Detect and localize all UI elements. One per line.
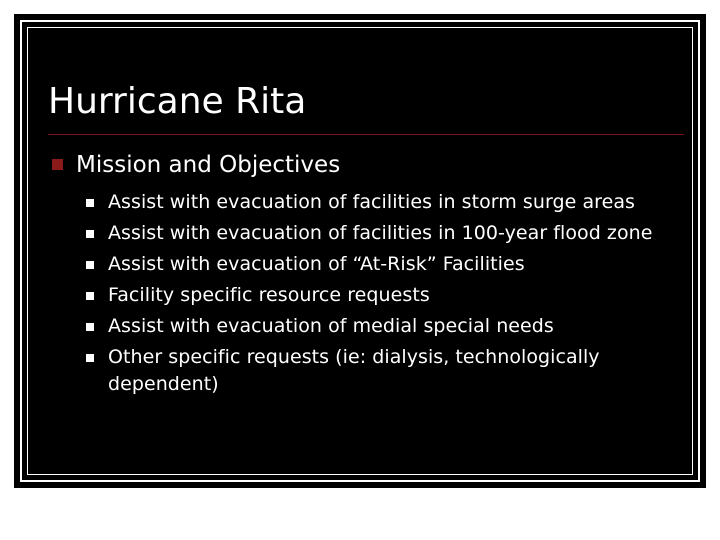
list-item-text: Assist with evacuation of facilities in 100-year flood zone [108, 222, 653, 244]
list-item-text: Assist with evacuation of “At-Risk” Facilities [108, 253, 525, 275]
list-item-text: Assist with evacuation of medial special needs [108, 315, 554, 337]
list-item [86, 220, 686, 247]
main-bullet-label: Mission and Objectives [76, 152, 341, 178]
list-item [86, 344, 686, 398]
square-bullet-icon [86, 230, 94, 238]
list-item-text: Facility specific resource requests [108, 284, 430, 306]
list-item-text: Other specific requests (ie: dialysis, technologically dependent) [108, 346, 600, 395]
list-item [86, 189, 686, 216]
slide-title: Hurricane Rita [48, 81, 307, 122]
square-bullet-icon [86, 323, 94, 331]
square-bullet-icon [86, 292, 94, 300]
title-divider [48, 134, 684, 135]
main-bullet-list [52, 153, 720, 177]
list-item-text: Assist with evacuation of facilities in storm surge areas [108, 191, 635, 213]
list-item [86, 251, 686, 278]
main-bullet-item [52, 153, 720, 177]
list-item [86, 313, 686, 340]
list-item [86, 282, 686, 309]
square-bullet-icon [86, 354, 94, 362]
square-bullet-icon [52, 159, 63, 170]
sub-bullet-list [86, 189, 686, 398]
square-bullet-icon [86, 261, 94, 269]
square-bullet-icon [86, 199, 94, 207]
